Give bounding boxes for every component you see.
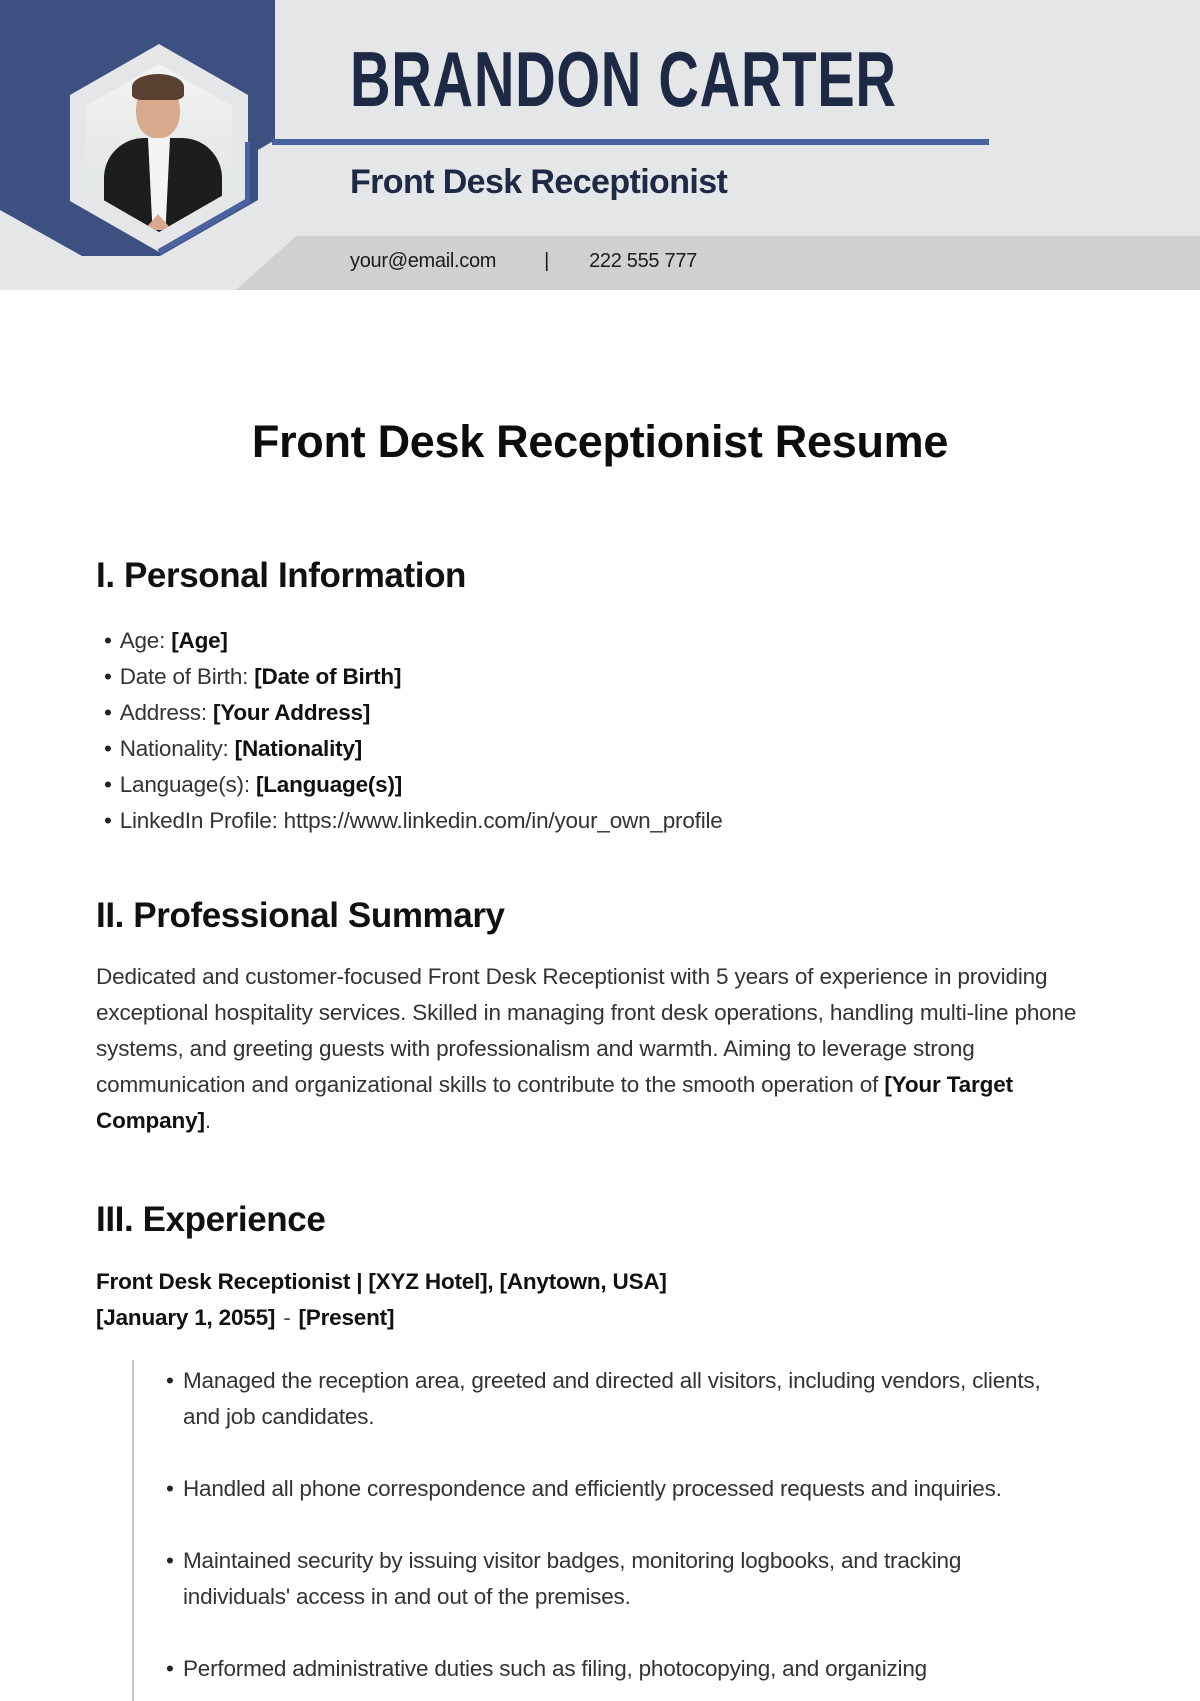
dob-value: [Date of Birth] (254, 664, 402, 689)
section-heading-professional-summary: II. Professional Summary (96, 896, 505, 935)
list-item: • Performed administrative duties such as filing, photocopying, and organizing (166, 1651, 1066, 1687)
section-heading-experience: III. Experience (96, 1200, 326, 1239)
list-item-languages: • Language(s): [Language(s)] (104, 767, 723, 803)
document-title: Front Desk Receptionist Resume (251, 416, 949, 467)
age-value: [Age] (171, 628, 228, 653)
list-item-linkedin[interactable] (104, 803, 723, 839)
address-value: [Your Address] (212, 700, 371, 725)
list-item-age: • Age: [Age] (104, 623, 723, 659)
list-item-nationality: • Nationality: [Nationality] (104, 731, 723, 767)
candidate-name: BRANDON CARTER (350, 35, 897, 123)
experience-vertical-rule (132, 1360, 134, 1701)
resume-header (0, 0, 1200, 290)
name-divider (272, 139, 989, 145)
profile-photo-frame (68, 42, 250, 254)
contact-separator: | (544, 249, 550, 272)
list-item-address: • Address: [Your Address] (104, 695, 723, 731)
section-heading-personal-information: I. Personal Information (96, 556, 467, 595)
personal-info-list (104, 623, 723, 839)
nationality-value: [Nationality] (234, 736, 363, 761)
professional-summary-text: Dedicated and customer-focused Front Desk Receptionist with 5 years of experience in providing exceptional hospitality services. Skilled in managing front desk operations, handling multi-line phone systems, and greeting guests with professionalism and warmth. Aiming to leverage strong communication and organizational skills to contribute to the smooth operation of [Your Target Company]. (96, 964, 1077, 1133)
languages-value: [Language(s)] (255, 772, 403, 797)
job-title-company-line: Front Desk Receptionist | [XYZ Hotel], [Anytown, USA] (96, 1269, 667, 1294)
phone-text[interactable]: 222 555 777 (589, 249, 697, 272)
job-start-date: [January 1, 2055] (96, 1305, 276, 1330)
linkedin-link[interactable]: LinkedIn Profile: https://www.linkedin.com/in/your_own_profile (119, 808, 723, 833)
target-company-placeholder: [Your Target Company] (96, 1072, 1013, 1133)
list-item: • Handled all phone correspondence and efficiently processed requests and inquiries. (166, 1471, 1066, 1507)
job-end-date: [Present] (298, 1305, 395, 1330)
contact-info (350, 246, 697, 276)
list-item: • Maintained security by issuing visitor badges, monitoring logbooks, and tracking individuals' access in and out of the premises. (166, 1543, 1066, 1615)
experience-bullets (166, 1363, 1066, 1701)
list-item: • Managed the reception area, greeted and directed all visitors, including vendors, clients, and job candidates. (166, 1363, 1066, 1435)
candidate-job-title: Front Desk Receptionist (350, 163, 728, 201)
list-item-date-of-birth: • Date of Birth: [Date of Birth] (104, 659, 723, 695)
job-date-range: [January 1, 2055] - [Present] (96, 1305, 395, 1330)
email-text[interactable]: your@email.com (350, 249, 497, 272)
